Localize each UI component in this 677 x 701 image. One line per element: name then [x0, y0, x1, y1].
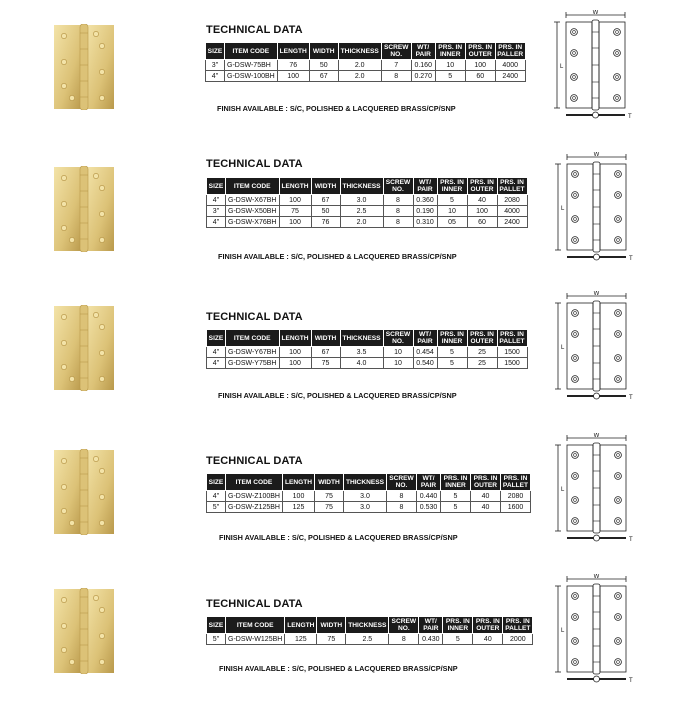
- table-cell: 4": [207, 358, 226, 369]
- hinge-drawing-icon: [553, 10, 633, 122]
- width-label: W: [593, 152, 600, 158]
- table-cell: 50: [309, 60, 338, 71]
- table-cell: 0.190: [413, 206, 437, 217]
- spec-header-row: [207, 474, 531, 491]
- table-cell: 60: [465, 71, 495, 82]
- table-cell: 0.440: [417, 491, 441, 502]
- column-header: THICKNESS: [340, 178, 383, 195]
- table-cell: 76: [311, 217, 340, 228]
- table-cell: 75: [311, 358, 340, 369]
- hinge-photo-icon: [52, 24, 116, 110]
- table-cell: 4000: [497, 206, 527, 217]
- table-cell: 0.454: [413, 347, 437, 358]
- column-header: THICKNESS: [344, 474, 387, 491]
- column-header: PRS. IN INNER: [437, 330, 467, 347]
- table-cell: 0.310: [413, 217, 437, 228]
- column-header: SIZE: [206, 43, 225, 60]
- column-header: WT/ PAIR: [411, 43, 435, 60]
- table-row: [207, 634, 533, 645]
- table-cell: 2.0: [338, 60, 381, 71]
- table-cell: 75: [315, 491, 344, 502]
- product-section: [0, 281, 677, 421]
- table-cell: 2400: [497, 217, 527, 228]
- spec-table: [206, 177, 528, 228]
- spec-table: [205, 42, 526, 82]
- table-row: [207, 491, 531, 502]
- table-cell: 100: [465, 60, 495, 71]
- column-header: PRS. IN OUTER: [467, 330, 497, 347]
- product-section: [0, 0, 677, 140]
- spec-header-row: [207, 330, 528, 347]
- column-header: THICKNESS: [340, 330, 383, 347]
- finish-available-text: FINISH AVAILABLE : S/C, POLISHED & LACQUERED BRASS/CP/SNP: [219, 664, 458, 673]
- table-cell: 4": [207, 491, 226, 502]
- column-header: PRS. IN OUTER: [465, 43, 495, 60]
- column-header: PRS. IN PALLET: [501, 474, 531, 491]
- spec-table: [206, 473, 531, 513]
- table-cell: 4.0: [340, 358, 383, 369]
- finish-available-text: FINISH AVAILABLE : S/C, POLISHED & LACQUERED BRASS/CP/SNP: [219, 533, 458, 542]
- table-cell: 60: [467, 217, 497, 228]
- spec-header-row: [206, 43, 526, 60]
- column-header: ITEM CODE: [226, 178, 280, 195]
- table-cell: 0.540: [413, 358, 437, 369]
- column-header: ITEM CODE: [226, 474, 283, 491]
- spec-table: [206, 616, 533, 645]
- table-cell: 76: [277, 60, 309, 71]
- hinge-photo-icon: [52, 588, 116, 674]
- table-cell: 75: [279, 206, 311, 217]
- column-header: WIDTH: [309, 43, 338, 60]
- table-cell: 10: [383, 347, 413, 358]
- column-header: WT/ PAIR: [413, 178, 437, 195]
- finish-available-text: FINISH AVAILABLE : S/C, POLISHED & LACQUERED BRASS/CP/SNP: [217, 104, 456, 113]
- column-header: ITEM CODE: [225, 43, 278, 60]
- table-cell: G-DSW-X76BH: [226, 217, 280, 228]
- table-cell: 1600: [501, 502, 531, 513]
- hinge-photo-icon: [52, 166, 116, 252]
- hinge-drawing-icon: [554, 291, 634, 403]
- table-cell: 67: [309, 71, 338, 82]
- table-row: [207, 347, 528, 358]
- technical-data-title: TECHNICAL DATA: [206, 158, 303, 170]
- table-cell: 0.360: [413, 195, 437, 206]
- table-cell: 2.5: [340, 206, 383, 217]
- table-cell: 10: [435, 60, 465, 71]
- table-cell: 40: [467, 195, 497, 206]
- column-header: SCREW NO.: [389, 617, 419, 634]
- table-cell: G-DSW-X67BH: [226, 195, 280, 206]
- table-cell: 75: [315, 502, 344, 513]
- table-cell: 2000: [503, 634, 533, 645]
- table-cell: 8: [387, 491, 417, 502]
- spec-header-row: [207, 178, 528, 195]
- table-cell: 100: [279, 217, 311, 228]
- length-label: L: [561, 345, 565, 351]
- column-header: LENGTH: [285, 617, 317, 634]
- table-cell: 5": [207, 634, 226, 645]
- table-cell: 25: [467, 358, 497, 369]
- table-cell: 2080: [497, 195, 527, 206]
- table-cell: 4000: [495, 60, 525, 71]
- table-row: [207, 358, 528, 369]
- width-label: W: [593, 433, 600, 439]
- column-header: WIDTH: [315, 474, 344, 491]
- table-cell: 8: [383, 195, 413, 206]
- hinge-technical-drawing: [553, 10, 633, 122]
- column-header: SIZE: [207, 178, 226, 195]
- table-cell: 100: [279, 195, 311, 206]
- table-cell: 2.0: [340, 217, 383, 228]
- column-header: SCREW NO.: [383, 178, 413, 195]
- table-cell: 5": [207, 502, 226, 513]
- table-cell: 1500: [497, 358, 527, 369]
- product-photo: [52, 166, 116, 252]
- table-cell: 2080: [501, 491, 531, 502]
- column-header: PRS. IN PALLER: [495, 43, 525, 60]
- column-header: LENGTH: [279, 330, 311, 347]
- length-label: L: [561, 487, 565, 493]
- length-label: L: [560, 64, 564, 70]
- table-cell: G-DSW-75BH: [225, 60, 278, 71]
- table-cell: 5: [441, 502, 471, 513]
- product-section: [0, 560, 677, 700]
- table-cell: 50: [311, 206, 340, 217]
- table-cell: 0.160: [411, 60, 435, 71]
- table-cell: 10: [437, 206, 467, 217]
- column-header: PRS. IN INNER: [437, 178, 467, 195]
- table-cell: 8: [381, 71, 411, 82]
- table-row: [207, 217, 528, 228]
- width-label: W: [592, 10, 599, 16]
- table-cell: 4": [207, 347, 226, 358]
- table-row: [206, 60, 526, 71]
- column-header: THICKNESS: [338, 43, 381, 60]
- table-cell: 100: [467, 206, 497, 217]
- column-header: PRS. IN PALLET: [497, 178, 527, 195]
- finish-available-text: FINISH AVAILABLE : S/C, POLISHED & LACQUERED BRASS/CP/SNP: [218, 252, 457, 261]
- table-row: [207, 502, 531, 513]
- column-header: WT/ PAIR: [417, 474, 441, 491]
- table-cell: 3.0: [344, 491, 387, 502]
- product-section: [0, 419, 677, 559]
- table-cell: 8: [389, 634, 419, 645]
- column-header: PRS. IN OUTER: [467, 178, 497, 195]
- hinge-drawing-icon: [554, 574, 634, 686]
- table-cell: 4": [207, 195, 226, 206]
- table-cell: 100: [279, 347, 311, 358]
- thickness-label: T: [629, 395, 633, 401]
- table-cell: 8: [383, 217, 413, 228]
- technical-data-title: TECHNICAL DATA: [206, 24, 303, 36]
- technical-data-title: TECHNICAL DATA: [206, 311, 303, 323]
- table-cell: 3.0: [344, 502, 387, 513]
- thickness-label: T: [629, 678, 633, 684]
- width-label: W: [593, 574, 600, 580]
- table-cell: G-DSW-100BH: [225, 71, 278, 82]
- table-cell: 100: [277, 71, 309, 82]
- hinge-technical-drawing: [554, 574, 634, 686]
- product-photo: [52, 588, 116, 674]
- thickness-label: T: [629, 537, 633, 543]
- column-header: SCREW NO.: [381, 43, 411, 60]
- column-header: PRS. IN PALLET: [497, 330, 527, 347]
- hinge-photo-icon: [52, 449, 116, 535]
- column-header: SIZE: [207, 330, 226, 347]
- table-cell: G-DSW-Z125BH: [226, 502, 283, 513]
- table-cell: 7: [381, 60, 411, 71]
- technical-data-title: TECHNICAL DATA: [206, 598, 303, 610]
- column-header: LENGTH: [279, 178, 311, 195]
- thickness-label: T: [628, 114, 632, 120]
- table-cell: 0.430: [419, 634, 443, 645]
- table-cell: 5: [437, 347, 467, 358]
- column-header: WT/ PAIR: [413, 330, 437, 347]
- column-header: THICKNESS: [346, 617, 389, 634]
- table-cell: G-DSW-W125BH: [226, 634, 285, 645]
- column-header: ITEM CODE: [226, 330, 280, 347]
- column-header: SCREW NO.: [387, 474, 417, 491]
- column-header: SIZE: [207, 617, 226, 634]
- table-cell: 8: [387, 502, 417, 513]
- table-cell: 10: [383, 358, 413, 369]
- column-header: PRS. IN OUTER: [471, 474, 501, 491]
- product-photo: [52, 305, 116, 391]
- table-row: [207, 206, 528, 217]
- table-cell: 67: [311, 347, 340, 358]
- hinge-technical-drawing: [554, 433, 634, 545]
- table-cell: 3.0: [340, 195, 383, 206]
- hinge-technical-drawing: [554, 291, 634, 403]
- column-header: ITEM CODE: [226, 617, 285, 634]
- table-cell: 0.270: [411, 71, 435, 82]
- hinge-photo-icon: [52, 305, 116, 391]
- finish-available-text: FINISH AVAILABLE : S/C, POLISHED & LACQUERED BRASS/CP/SNP: [218, 391, 457, 400]
- table-cell: 5: [437, 195, 467, 206]
- technical-data-title: TECHNICAL DATA: [206, 455, 303, 467]
- table-cell: G-DSW-Y67BH: [226, 347, 280, 358]
- table-row: [206, 71, 526, 82]
- table-cell: G-DSW-Z100BH: [226, 491, 283, 502]
- table-cell: 8: [383, 206, 413, 217]
- table-cell: 3": [206, 60, 225, 71]
- thickness-label: T: [629, 256, 633, 262]
- table-cell: 2.0: [338, 71, 381, 82]
- table-cell: 5: [437, 358, 467, 369]
- table-cell: 2400: [495, 71, 525, 82]
- column-header: PRS. IN INNER: [435, 43, 465, 60]
- column-header: SIZE: [207, 474, 226, 491]
- table-cell: 100: [279, 358, 311, 369]
- table-cell: 40: [473, 634, 503, 645]
- table-cell: 05: [437, 217, 467, 228]
- table-cell: 5: [443, 634, 473, 645]
- table-cell: 1500: [497, 347, 527, 358]
- column-header: WIDTH: [311, 330, 340, 347]
- table-cell: 67: [311, 195, 340, 206]
- table-cell: 4": [207, 217, 226, 228]
- hinge-drawing-icon: [554, 433, 634, 545]
- spec-table: [206, 329, 528, 369]
- table-cell: 0.530: [417, 502, 441, 513]
- length-label: L: [561, 628, 565, 634]
- column-header: WIDTH: [311, 178, 340, 195]
- column-header: PRS. IN INNER: [441, 474, 471, 491]
- table-cell: 125: [285, 634, 317, 645]
- column-header: PRS. IN INNER: [443, 617, 473, 634]
- table-cell: 40: [471, 491, 501, 502]
- table-cell: 3": [207, 206, 226, 217]
- width-label: W: [593, 291, 600, 297]
- column-header: SCREW NO.: [383, 330, 413, 347]
- product-photo: [52, 24, 116, 110]
- table-cell: 40: [471, 502, 501, 513]
- hinge-technical-drawing: [554, 152, 634, 264]
- column-header: WIDTH: [317, 617, 346, 634]
- column-header: LENGTH: [283, 474, 315, 491]
- table-cell: 4": [206, 71, 225, 82]
- table-cell: 5: [441, 491, 471, 502]
- length-label: L: [561, 206, 565, 212]
- table-cell: 100: [283, 491, 315, 502]
- column-header: WT/ PAIR: [419, 617, 443, 634]
- table-cell: 75: [317, 634, 346, 645]
- table-row: [207, 195, 528, 206]
- table-cell: G-DSW-Y75BH: [226, 358, 280, 369]
- product-section: [0, 140, 677, 280]
- table-cell: G-DSW-X50BH: [226, 206, 280, 217]
- column-header: PRS. IN OUTER: [473, 617, 503, 634]
- column-header: LENGTH: [277, 43, 309, 60]
- table-cell: 3.5: [340, 347, 383, 358]
- table-cell: 2.5: [346, 634, 389, 645]
- table-cell: 125: [283, 502, 315, 513]
- hinge-drawing-icon: [554, 152, 634, 264]
- table-cell: 5: [435, 71, 465, 82]
- spec-header-row: [207, 617, 533, 634]
- table-cell: 25: [467, 347, 497, 358]
- product-photo: [52, 449, 116, 535]
- column-header: PRS. IN PALLET: [503, 617, 533, 634]
